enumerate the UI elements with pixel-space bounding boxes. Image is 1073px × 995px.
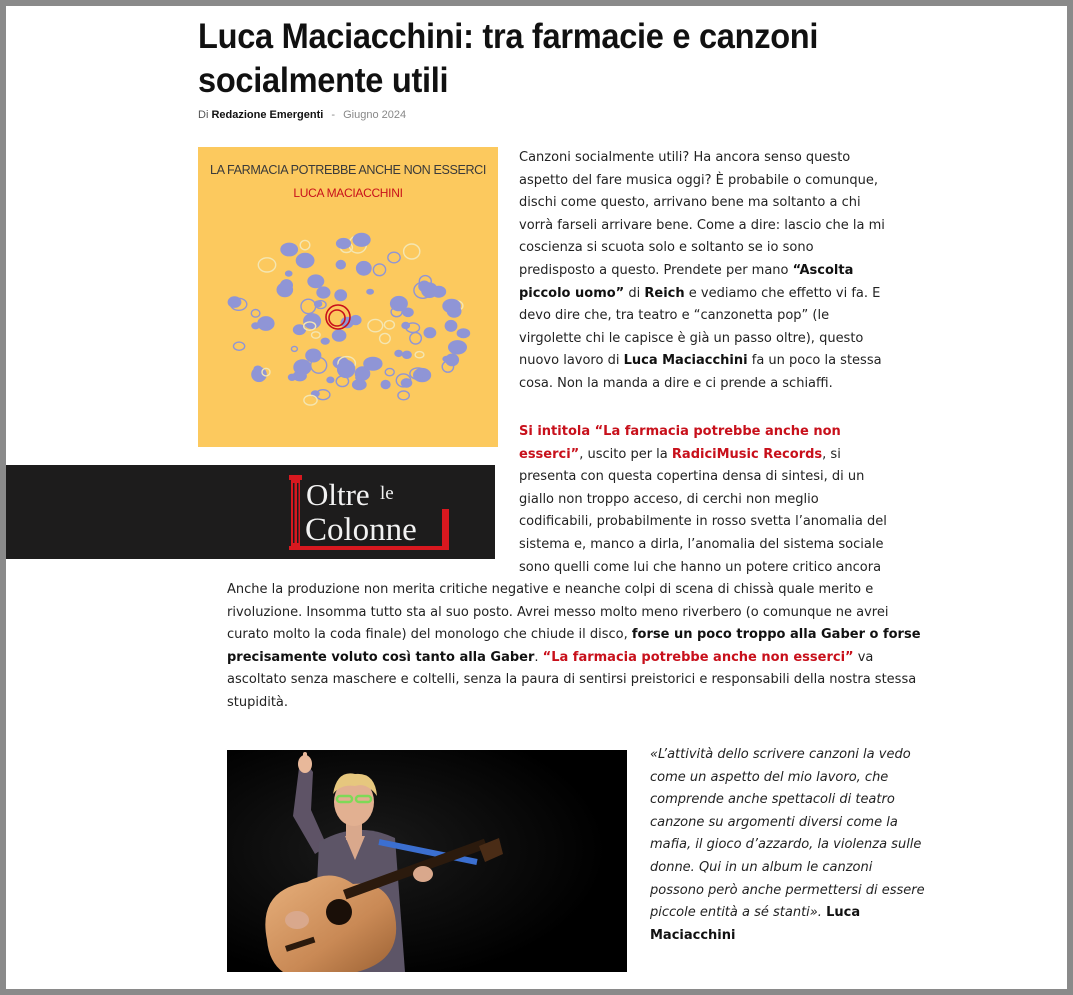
cover-circle: [353, 233, 370, 246]
cover-circle: [312, 332, 321, 338]
cover-circle: [254, 366, 261, 371]
cover-circle: [457, 329, 469, 338]
cover-circle: [228, 297, 240, 307]
cover-circle: [381, 380, 390, 388]
cover-circle: [364, 357, 382, 370]
cover-circle: [320, 287, 328, 294]
byline: [198, 109, 406, 121]
cover-circle: [333, 330, 346, 341]
cover-circle: [373, 264, 385, 276]
pull-quote: [650, 744, 930, 947]
cover-circle: [286, 271, 292, 276]
logo-word-oltre: Oltre: [306, 477, 370, 512]
text-run: .: [534, 649, 543, 665]
byline-separator: -: [331, 109, 336, 121]
cover-circle: [234, 342, 245, 350]
cover-circle: [403, 308, 413, 316]
bold-text: “Ascolta piccolo uomo”: [519, 262, 854, 301]
quote-text: «L’attività dello scrivere canzoni la vedo come un aspetto del mio lavoro, che comprende anche spettacoli di teatro canzone su argomenti diversi come la mafia, il gioco d’azzardo, la violenza sulle donne. Qui in un album le canzoni possono però anche permettersi di essere piccole entità a sé stanti».: [650, 747, 925, 921]
highlight-text: Si intitola “La farmacia potrebbe anche non esserci”: [519, 424, 841, 462]
bold-text: Reich: [644, 285, 685, 301]
cover-circle: [281, 280, 293, 291]
cover-circle: [258, 258, 275, 272]
author-link[interactable]: Redazione Emergenti: [211, 109, 324, 121]
cover-circle: [308, 275, 324, 287]
text-run: Anche la produzione non merita critiche negative e neanche colpi di scena di chissà quale merito e rivoluzione. Insomma tutto sta al suo posto. Avrei messo molto meno riverbero (o comunque ne avrei curato molto la coda finale) del monologo che chiude il disco,: [227, 582, 889, 643]
text-run: fa un poco la stessa cosa. Non la manda a dire e ci prende a schiaffi.: [519, 353, 882, 391]
cover-circle: [304, 314, 321, 329]
cover-circle: [321, 338, 329, 344]
release-paragraph: [519, 421, 891, 579]
cover-circle: [403, 351, 412, 358]
cover-circle: [445, 321, 456, 332]
cover-circle: [404, 244, 420, 259]
cover-circle: [304, 395, 317, 405]
cover-circles-artwork: [228, 233, 469, 405]
cover-circle: [424, 328, 435, 338]
text-run: , si presenta con questa copertina densa di sintesi, di un giallo non troppo acceso, di cerchi non meglio codificabili, probabilmente in rosso svetta l’anomalia del sistema e, manco a dirla, l’anomalia del sistema sociale sono quelli come lui che hanno un potere critico ancora: [519, 446, 887, 575]
intro-paragraph: [519, 147, 889, 396]
cover-circle: [398, 391, 409, 400]
cover-circle: [367, 289, 373, 294]
cover-circle: [357, 262, 371, 275]
cover-circle: [368, 319, 383, 331]
cover-circle: [338, 361, 355, 378]
highlight-text: RadiciMusic Records: [671, 446, 823, 462]
cover-circle: [388, 252, 400, 263]
cover-circle: [315, 301, 322, 307]
bold-text: forse un poco troppo alla Gaber o forse precisamente voluto così tanto alla Gaber: [227, 627, 921, 665]
cover-circle: [301, 299, 316, 313]
cover-circle: [449, 341, 467, 354]
cover-circle: [385, 368, 394, 375]
cover-circle: [443, 299, 460, 312]
text-run: e vediamo che effetto vi fa. E devo dire che, tra teatro e “canzonetta pop” (le virgolette chi le capisce è già un passo oltre), questo nuovo lavoro di: [519, 285, 881, 369]
production-paragraph: [227, 579, 927, 715]
performer-with-guitar-photo: [227, 750, 627, 972]
cover-circle: [251, 310, 260, 318]
album-cover-image: [198, 147, 498, 447]
cover-circle: [296, 254, 313, 268]
cover-circle: [336, 261, 345, 269]
cover-circle: [327, 377, 334, 382]
text-run: va ascoltato senza maschere e coltelli, senza la paura di sentirsi preistorici e responsabili della nostra stessa stupidità.: [227, 649, 917, 710]
text-run: , uscito per la: [579, 446, 672, 462]
text-run: di: [624, 285, 645, 301]
text-run: Canzoni socialmente utili? Ha ancora senso questo aspetto del fare musica oggi? È probabile o comunque, dischi come questo, arrivano bene ma soltanto a chi vorrà farseli arrivare bene. Come a dire: lascio che la mi coscienza si scuota solo e soltanto se io sono predisposto a questo. Prendete per mano: [519, 150, 885, 278]
cover-circle: [395, 350, 402, 356]
cover-circle: [300, 240, 310, 249]
cover-circle: [415, 352, 424, 358]
cover-circle: [353, 380, 366, 390]
cover-circle: [446, 354, 459, 365]
logo-word-colonne: Colonne: [305, 512, 417, 548]
highlight-text: “La farmacia potrebbe anche non esserci”: [542, 649, 854, 665]
article-page: [6, 6, 1067, 989]
cover-circle: [335, 290, 346, 301]
cover-title: LA FARMACIA POTREBBE ANCHE NON ESSERCI: [210, 163, 486, 177]
cover-circle: [289, 374, 296, 380]
publish-date: Giugno 2024: [343, 109, 407, 121]
cover-circle: [410, 333, 422, 345]
cover-circle: [380, 333, 391, 343]
bold-text: Luca Maciacchini: [623, 353, 748, 369]
byline-prefix: Di: [198, 109, 209, 121]
quote-author: Luca Maciacchini: [650, 905, 861, 943]
cover-circle: [291, 346, 297, 351]
cover-circle: [337, 239, 351, 249]
logo-word-le: le: [380, 483, 394, 504]
cover-red-circle: [329, 310, 345, 326]
logo-banner: [6, 465, 495, 559]
cover-circle: [402, 323, 409, 329]
cover-circle: [384, 321, 394, 329]
cover-circle: [281, 243, 297, 255]
article-title: Luca Maciacchini: tra farmacie e canzoni socialmente utili: [198, 17, 819, 100]
cover-circle: [422, 283, 437, 297]
cover-artist: LUCA MACIACCHINI: [293, 186, 403, 200]
